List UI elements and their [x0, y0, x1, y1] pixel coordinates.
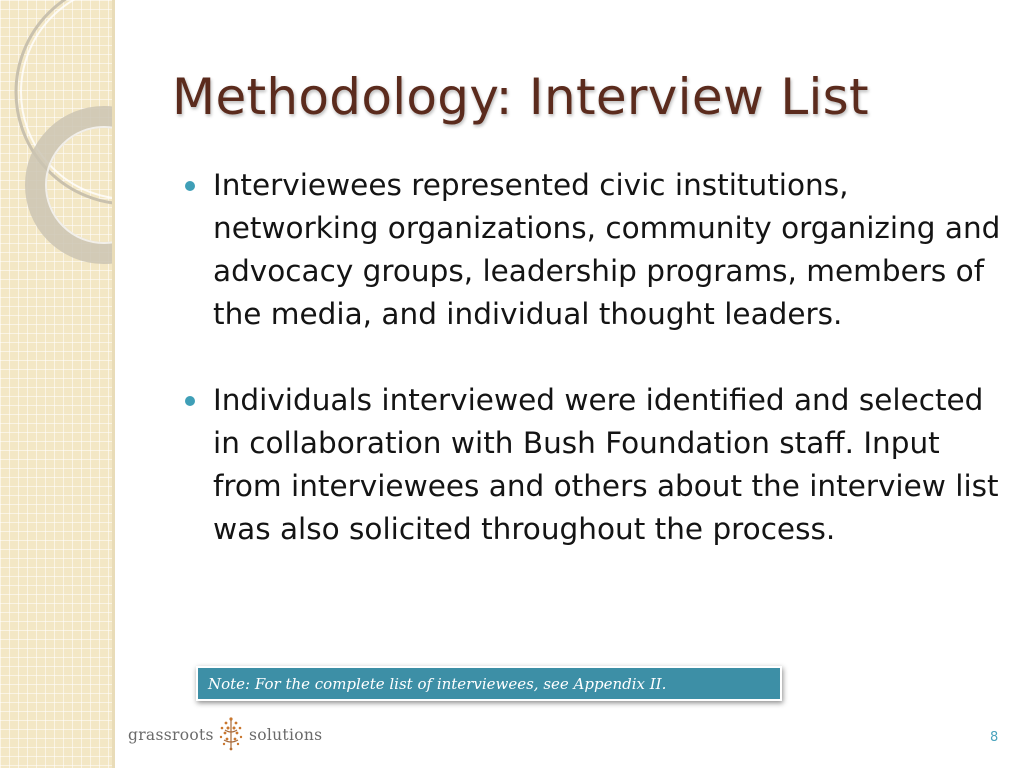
side-strip-edge	[112, 0, 115, 768]
bullet-item	[182, 379, 1002, 551]
decorative-side-strip	[0, 0, 114, 768]
bullet-text: Individuals interviewed were identified and selected in collaboration with Bush Foundation staff. Input from interviewees and others about the interview list was also solicited throughout the process.	[213, 383, 999, 546]
logo-seed-icon	[216, 716, 246, 752]
decorative-circles	[0, 0, 114, 768]
note-text: Note: For the complete list of interviewees, see Appendix II.	[208, 675, 667, 693]
logo-word-right: solutions	[249, 726, 323, 744]
bullet-marker-icon	[185, 181, 195, 191]
grassroots-solutions-logo	[128, 714, 328, 754]
bullet-text: Interviewees represented civic institutions, networking organizations, community organizing and advocacy groups, leadership programs, members of the media, and individual thought leaders.	[213, 168, 1001, 331]
slide-title: Methodology: Interview List	[172, 68, 869, 126]
bullet-marker-icon	[185, 396, 195, 406]
slide-page-number: 8	[990, 730, 999, 745]
bullet-item	[182, 164, 1002, 336]
logo-word-left: grassroots	[128, 726, 214, 744]
bullet-list	[182, 164, 1002, 551]
note-callout	[196, 666, 782, 701]
